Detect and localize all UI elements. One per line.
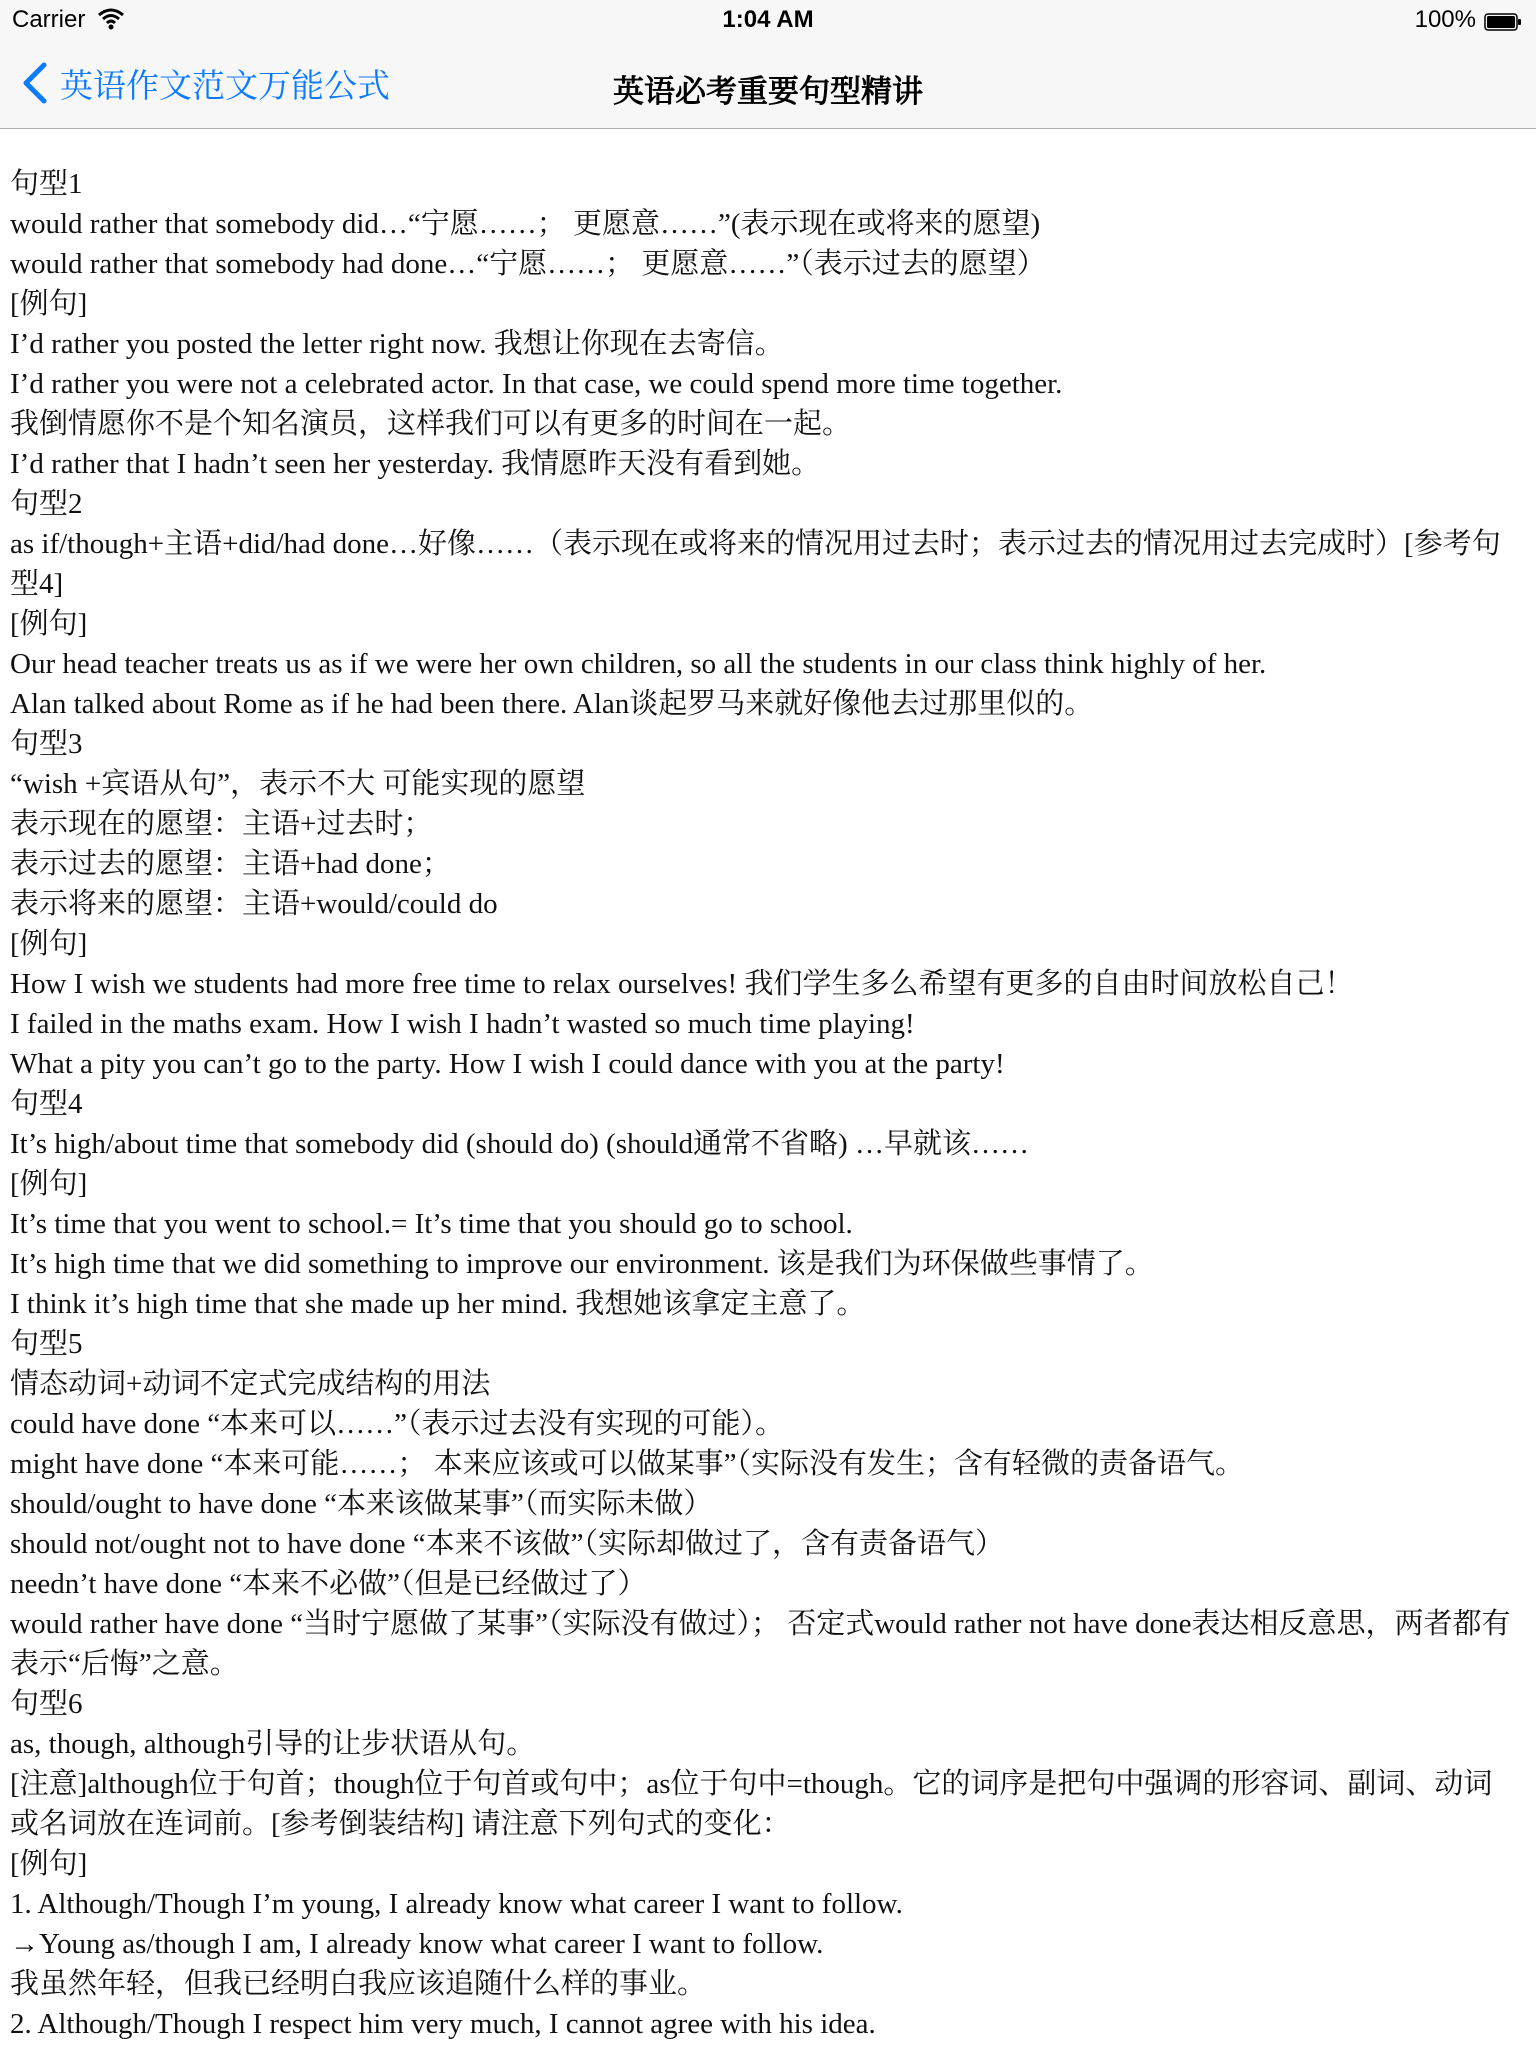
text-line: I’d rather you were not a celebrated actor. In that case, we could spend more time together. [10, 368, 1063, 400]
text-line: →Young as/though I am, I already know what career I want to follow. [10, 1928, 824, 1960]
text-line: 1. Although/Though I’m young, I already know what career I want to follow. [10, 1888, 903, 1920]
text-line: would rather that somebody had done…“宁愿……； 更愿意……”（表示过去的愿望） [10, 248, 1046, 280]
text-line: I think it’s high time that she made up her mind. 我想她该拿定主意了。 [10, 1288, 866, 1320]
status-bar [0, 0, 1536, 40]
text-line: as if/though+主语+did/had done…好像……（表示现在或将来的情况用过去时；表示过去的情况用过去完成时）[参考句型4] [10, 528, 1501, 600]
text-line: 情态动词+动词不定式完成结构的用法 [10, 1368, 491, 1400]
carrier-label: Carrier [12, 6, 86, 33]
text-line: [例句] [10, 608, 88, 640]
text-line: What a pity you can’t go to the party. How I wish I could dance with you at the party! [10, 1048, 1005, 1080]
text-line: 表示现在的愿望：主语+过去时； [10, 808, 433, 840]
text-line: 句型3 [10, 728, 83, 760]
text-line: 2. Although/Though I respect him very much, I cannot agree with his idea. [10, 2008, 876, 2040]
back-button-label: 英语作文范文万能公式 [60, 65, 390, 105]
text-line: 句型1 [10, 168, 83, 200]
text-line: 我虽然年轻，但我已经明白我应该追随什么样的事业。 [10, 1968, 707, 2000]
text-line: It’s time that you went to school.= It’s time that you should go to school. [10, 1208, 853, 1240]
battery-percent-label: 100% [1414, 6, 1476, 33]
text-line: might have done “本来可能……； 本来应该或可以做某事”（实际没有发生；含有轻微的责备语气。 [10, 1448, 1245, 1480]
text-line: should not/ought not to have done “本来不该做”（实际却做过了，含有责备语气） [10, 1528, 1004, 1560]
text-line: 句型5 [10, 1328, 83, 1360]
text-line: “wish +宾语从句”，表示不大 可能实现的愿望 [10, 768, 586, 800]
text-line: I failed in the maths exam. How I wish I hadn’t wasted so much time playing! [10, 1008, 915, 1040]
text-line: should/ought to have done “本来该做某事”（而实际未做） [10, 1488, 713, 1520]
clock-label: 1:04 AM [722, 6, 814, 33]
text-line: It’s high time that we did something to improve our environment. 该是我们为环保做些事情了。 [10, 1248, 1154, 1280]
text-line: [注意]although位于句首；though位于句首或句中；as位于句中=though。它的词序是把句中强调的形容词、副词、动词或名词放在连词前。[参考倒装结构] 请注意下列句式的变化： [10, 1768, 1493, 1840]
text-line: [例句] [10, 1848, 88, 1880]
article-text [10, 164, 1520, 2044]
text-line: [例句] [10, 1168, 88, 1200]
text-line: as, though, although引导的让步状语从句。 [10, 1728, 536, 1760]
text-line: I’d rather that I hadn’t seen her yesterday. 我情愿昨天没有看到她。 [10, 448, 821, 480]
text-line: needn’t have done “本来不必做”（但是已经做过了） [10, 1568, 647, 1600]
text-line: [例句] [10, 288, 88, 320]
text-line: 句型2 [10, 488, 83, 520]
text-line: I’d rather you posted the letter right now. 我想让你现在去寄信。 [10, 328, 784, 360]
text-line: could have done “本来可以……”（表示过去没有实现的可能）。 [10, 1408, 785, 1440]
text-line: It’s high/about time that somebody did (should do) (should通常不省略) …早就该…… [10, 1128, 1029, 1160]
text-line: 我倒情愿你不是个知名演员，这样我们可以有更多的时间在一起。 [10, 408, 852, 440]
text-line: [例句] [10, 928, 88, 960]
page-title: 英语必考重要句型精讲 [613, 74, 923, 110]
text-line: 句型4 [10, 1088, 83, 1120]
text-line: would rather that somebody did…“宁愿……； 更愿意……”(表示现在或将来的愿望) [10, 208, 1041, 240]
text-line: How I wish we students had more free time to relax ourselves! 我们学生多么希望有更多的自由时间放松自己！ [10, 968, 1354, 1000]
text-line: Alan talked about Rome as if he had been there. Alan谈起罗马来就好像他去过那里似的。 [10, 688, 1094, 720]
text-line: would rather have done “当时宁愿做了某事”（实际没有做过）； 否定式would rather not have done表达相反意思，两者都有表示“后悔”之意。 [10, 1608, 1511, 1680]
navigation-bar [0, 40, 1536, 129]
text-line: 表示将来的愿望：主语+would/could do [10, 888, 498, 920]
battery-icon [1484, 10, 1522, 28]
text-line: 句型6 [10, 1688, 83, 1720]
text-line: 表示过去的愿望：主语+had done； [10, 848, 451, 880]
text-line: Our head teacher treats us as if we were her own children, so all the students in our class think highly of her. [10, 648, 1267, 680]
